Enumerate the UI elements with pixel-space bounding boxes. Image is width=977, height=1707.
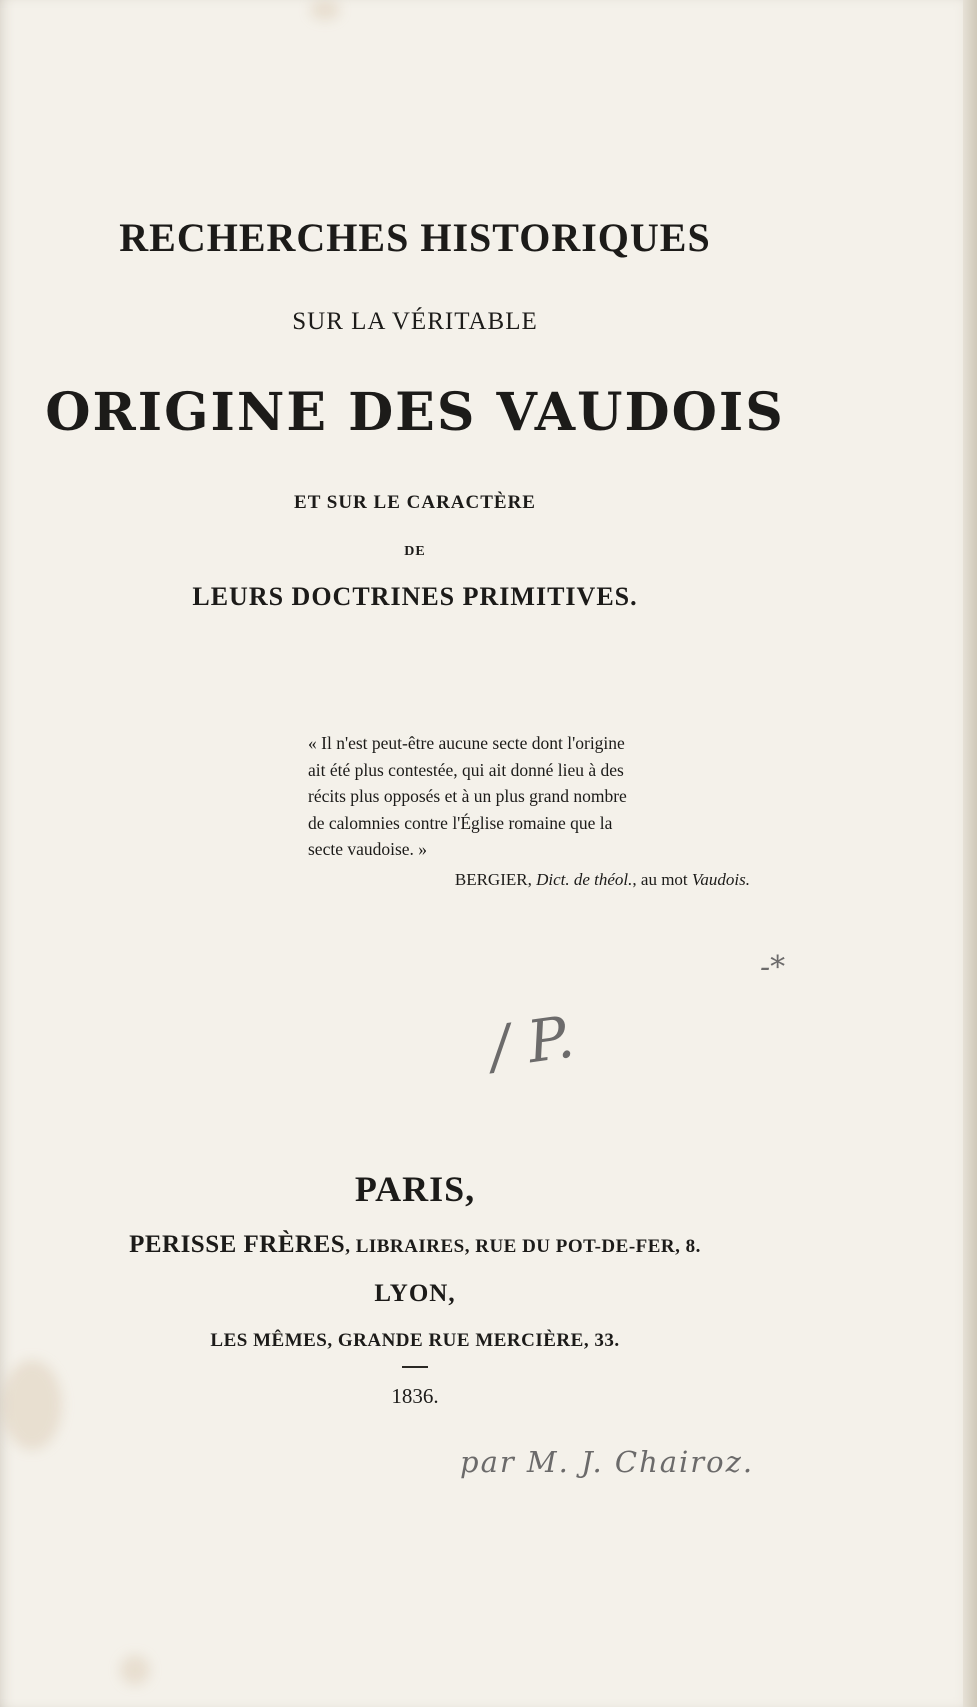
divider-rule [402,1366,428,1368]
paper-stain [120,1655,150,1685]
epigraph-quote [308,730,748,863]
title-line-4: ET SUR LE CARACTÈRE [294,492,536,513]
publisher-address: , LIBRAIRES, RUE DU POT-DE-FER, 8. [345,1236,701,1257]
attribution-word: Vaudois. [691,870,750,889]
title-line-5: DE [404,544,426,559]
publisher-name: PERISSE FRÈRES [129,1231,346,1258]
attribution-rest: , au mot [632,870,692,889]
handwritten-mark: / P. [485,1002,579,1082]
imprint-publisher-lyon: LES MÊMES, GRANDE RUE MERCIÈRE, 33. [210,1330,620,1351]
epigraph-line: de calomnies contre l'Église romaine que la [308,812,613,833]
imprint-publisher-paris [0,1231,830,1259]
main-title: ORIGINE DES VAUDOIS [45,382,785,443]
title-line-1: RECHERCHES HISTORIQUES [119,215,711,260]
imprint-city-lyon: LYON, [374,1280,456,1307]
paper-stain [310,0,340,20]
publication-year: 1836. [391,1384,439,1408]
page-edge [963,0,977,1707]
imprint-city-paris: PARIS, [354,1169,476,1209]
title-line-2: SUR LA VÉRITABLE [292,308,538,335]
attribution-author: BERGIER [454,870,528,889]
epigraph-line: récits plus opposés et à un plus grand nombre [308,786,627,806]
epigraph-line: ait été plus contestée, qui ait donné lieu à des [308,759,624,780]
handwritten-note: par M. J. Chairoz. [460,1445,755,1479]
handwritten-side-mark: -* [760,950,786,985]
attribution-work: Dict. de théol. [536,870,633,889]
epigraph-attribution: BERGIER, Dict. de théol., au mot Vaudois. [454,870,750,889]
epigraph-line: secte vaudoise. » [308,839,428,859]
title-line-6: LEURS DOCTRINES PRIMITIVES. [192,582,638,611]
epigraph-line: « Il n'est peut-être aucune secte dont l'origine [308,733,625,753]
